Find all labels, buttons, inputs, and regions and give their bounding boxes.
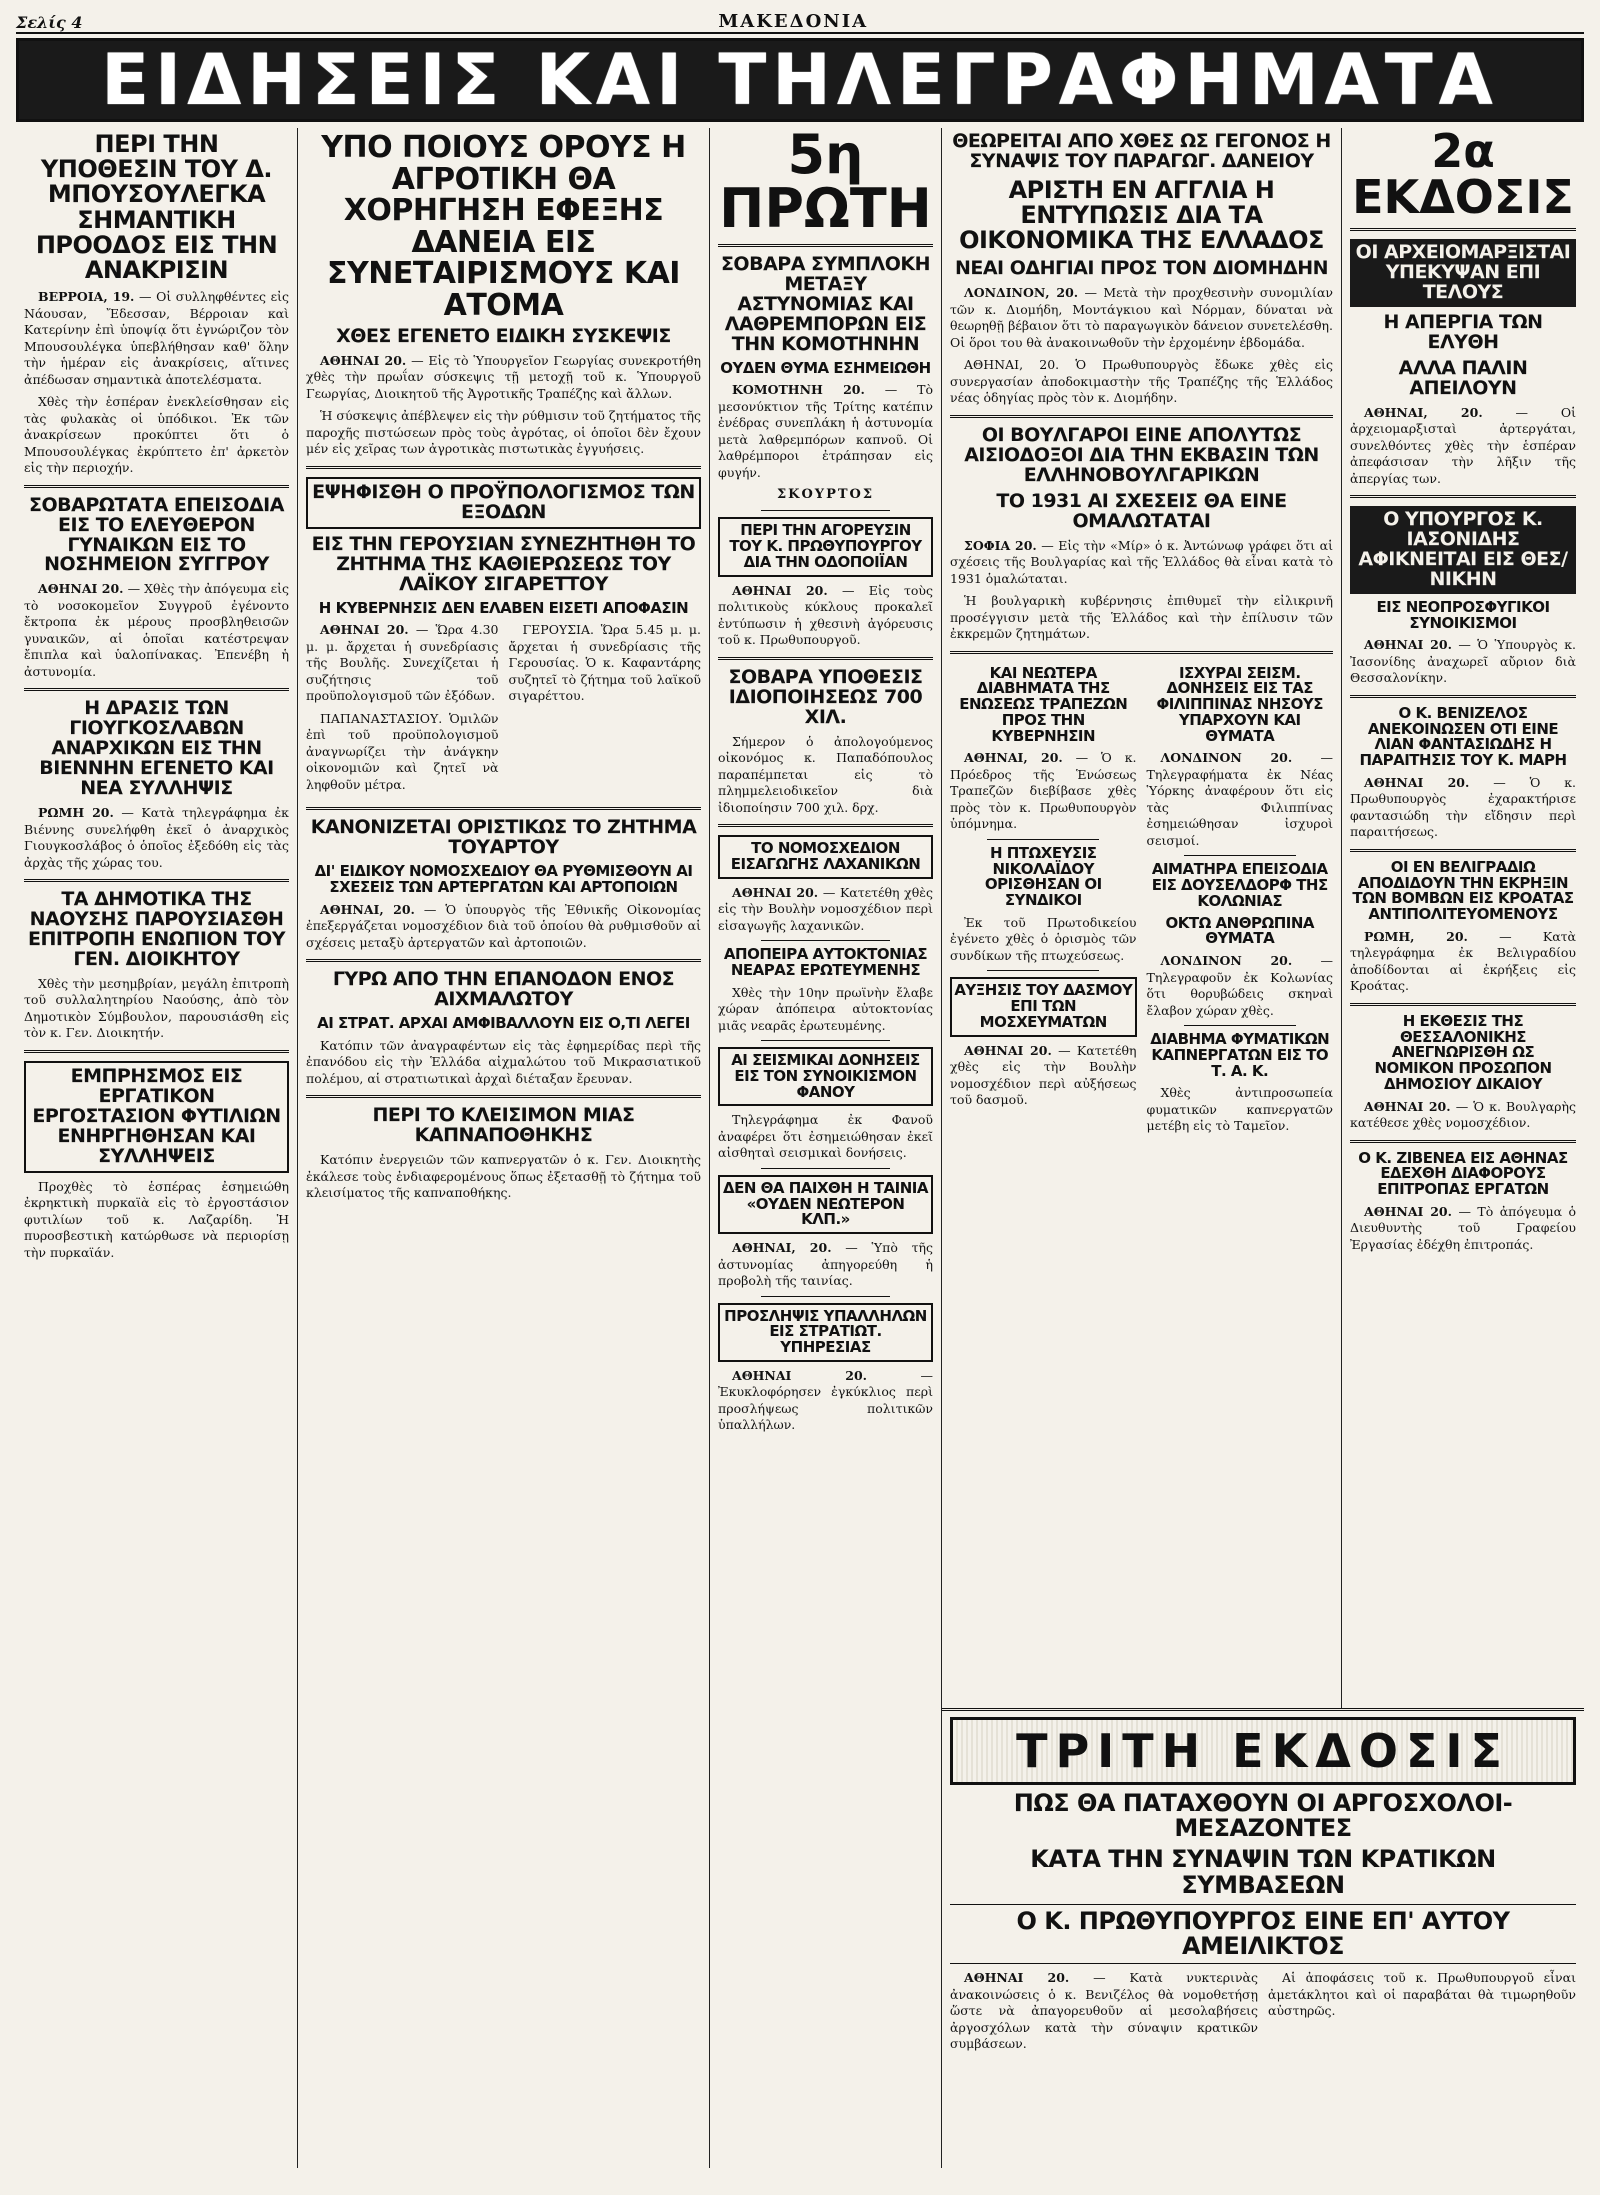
article-text: ΑΘΗΝΑΙ 20. — Χθὲς τὴν ἀπόγευμα εἰς τὸ νοσοκομεῖον Συγγροῦ ἐγένοντο ἔκτροπα ἐκ μέρους προσβληθεισῶν γυναικῶν, αἱ ὁποῖαι κατέστρεψαν ἔπιπλα καὶ ὑαλοπίνακας. Ἐπενέβη ἡ ἀστυνομία. <box>24 581 289 679</box>
article-text: ΑΘΗΝΑΙ, 20. — Ὁ ὑπουργὸς τῆς Ἐθνικῆς Οἰκονομίας ἐπεξεργάζεται νομοσχέδιον διὰ τοῦ ὁποίου θὰ ρυθμισθοῦν αἱ σχέσεις μεταξὺ ἀρτεργατῶν καὶ ἀρτοποιῶν. <box>306 901 701 950</box>
article-text: ΑΘΗΝΑΙ 20. — Ὁ κ. Βουλγαρὴς κατέθεσε χθὲς νομοσχέδιον. <box>1350 1098 1576 1131</box>
article-text: ΡΩΜΗ 20. — Κατὰ τηλεγράφημα ἐκ Βιέννης συνελήφθη ἐκεῖ ὁ ἀναρχικὸς Γιουγκοσλάβος ὁ ὁποῖος ἐξεδόθη εἰς τὰς ἀρχὰς τῆς χώρας του. <box>24 805 289 870</box>
headline: ΓΥΡΩ ΑΠΟ ΤΗΝ ΕΠΑΝΟΔΟΝ ΕΝΟΣ ΑΙΧΜΑΛΩΤΟΥ <box>332 968 675 1011</box>
headline: ΚΑΝΟΝΙΖΕΤΑΙ ΟΡΙΣΤΙΚΩΣ ΤΟ ΖΗΤΗΜΑ ΤΟΥΑΡΤΟΥ <box>310 816 697 859</box>
headline: ΙΣΧΥΡΑΙ ΣΕΙΣΜ. ΔΟΝΗΣΕΙΣ ΕΙΣ ΤΑΣ ΦΙΛΙΠΠΙΝΑΣ ΝΗΣΟΥΣ ΥΠΑΡΧΟΥΝ ΚΑΙ ΘΥΜΑΤΑ <box>1156 663 1324 745</box>
headline: ΤΑ ΔΗΜΟΤΙΚΑ ΤΗΣ ΝΑΟΥΣΗΣ ΠΑΡΟΥΣΙΑΣΘΗ ΕΠΙΤΡΟΠΗ ΕΝΩΠΙΟΝ ΤΟΥ ΓΕΝ. ΔΙΟΙΚΗΤΟΥ <box>28 888 285 970</box>
article-text: Κατόπιν τῶν ἀναγραφέντων εἰς τὰς ἐφημερίδας περὶ τῆς ἐπανόδου εἰς τὴν Ἑλλάδα αἰχμαλώτου τοῦ Μικρασιατικοῦ πολέμου, αἱ στρατιωτικαὶ ἀρχαὶ διέταξαν ἔρευναν. <box>306 1037 701 1086</box>
headline: ΘΕΩΡΕΙΤΑΙ ΑΠΟ ΧΘΕΣ ΩΣ ΓΕΓΟΝΟΣ Η ΣΥΝΑΨΙΣ ΤΟΥ ΠΑΡΑΓΩΓ. ΔΑΝΕΙΟΥ <box>952 130 1331 172</box>
article-text: ΑΘΗΝΑΙ 20. — Εἰς τοὺς πολιτικοὺς κύκλους προκαλεῖ ἐντύπωσιν ἡ χθεσινὴ ἀγόρευσις τοῦ κ. Πρωθυπουργοῦ. <box>718 582 933 648</box>
subheadline: Η ΑΠΕΡΓΙΑ ΤΩΝ ΕΛΥΘΗ <box>1383 310 1543 353</box>
article-text: ΑΘΗΝΑΙ 20. — Ἐκυκλοφόρησεν ἐγκύκλιος περὶ προσλήψεως πολιτικῶν ὑπαλλήλων. <box>718 1367 933 1433</box>
subheadline: Ο Κ. ΠΡΩΘΥΠΟΥΡΓΟΣ ΕΙΝΕ ΕΠ' ΑΥΤΟΥ ΑΜΕΙΛΙΚΤΟΣ <box>950 1904 1576 1964</box>
article-text: Τηλεγράφημα ἐκ Φανοῦ ἀναφέρει ὅτι ἐσημειώθησαν ἐκεῖ αἰσθηταὶ σεισμικαὶ δονήσεις. <box>718 1112 933 1161</box>
headline: ΑΥΞΗΣΙΣ ΤΟΥ ΔΑΣΜΟΥ ΕΠΙ ΤΩΝ ΜΟΣΧΕΥΜΑΤΩΝ <box>950 977 1137 1036</box>
article-text: ΑΘΗΝΑΙ, 20. — Ὑπὸ τῆς ἀστυνομίας ἀπηγορεύθη ἡ προβολὴ τῆς ταινίας. <box>718 1240 933 1288</box>
article-text: Χθὲς τὴν μεσημβρίαν, μεγάλη ἐπιτροπὴ τοῦ συλλαλητηρίου Ναούσης, ἀπὸ τὸν Δημοτικὸν Σύμβουλον, παρουσιάσθη εἰς τὸν κ. Γεν. Διοικητήν. <box>24 975 289 1041</box>
newspaper-page <box>16 10 1584 2175</box>
paper-name: ΜΑΚΕΔΟΝΙΑ <box>718 11 869 32</box>
article-text: ΛΟΝΔΙΝΟΝ 20. — Τηλεγραφοῦν ἐκ Κολωνίας ὅτι θορυβώδεις σκηναὶ ἔλαβον χώραν χθὲς. <box>1146 953 1333 1018</box>
headline: ΟΙ ΑΡΧΕΙΟΜΑΡΞΙΣΤΑΙ ΥΠΕΚΥΨΑΝ ΕΠΙ ΤΕΛΟΥΣ <box>1350 239 1576 307</box>
third-edition <box>942 1708 1584 2059</box>
headline: Ο Κ. ΖΙΒΕΝΕΑ ΕΙΣ ΑΘΗΝΑΣ ΕΔΕΧΘΗ ΔΙΑΦΟΡΟΥΣ ΕΠΙΤΡΟΠΑΣ ΕΡΓΑΤΩΝ <box>1358 1148 1568 1199</box>
headline: ΚΑΤΑ ΤΗΝ ΣΥΝΑΨΙΝ ΤΩΝ ΚΡΑΤΙΚΩΝ ΣΥΜΒΑΣΕΩΝ <box>1030 1845 1496 1899</box>
article-text: ΑΘΗΝΑΙ 20. — Κατετέθη χθὲς εἰς τὴν Βουλὴν νομοσχέδιον περὶ εἰσαγωγῆς λαχανικῶν. <box>718 884 933 933</box>
headline: ΑΙ ΣΕΙΣΜΙΚΑΙ ΔΟΝΗΣΕΙΣ ΕΙΣ ΤΟΝ ΣΥΝΟΙΚΙΣΜΟΝ ΦΑΝΟΥ <box>718 1047 933 1106</box>
headline: ΣΟΒΑΡΑ ΥΠΟΘΕΣΙΣ ΙΔΙΟΠΟΙΗΣΕΩΣ 700 ΧΙΛ. <box>728 665 923 728</box>
headline: Ο Κ. ΒΕΝΙΖΕΛΟΣ ΑΝΕΚΟΙΝΩΣΕΝ ΟΤΙ ΕΙΝΕ ΛΙΑΝ ΦΑΝΤΑΣΙΩΔΗΣ Η ΠΑΡΑΙΤΗΣΙΣ ΤΟΥ Κ. ΜΑΡΗ <box>1359 703 1567 770</box>
article-text: ΑΘΗΝΑΙ 20. — Ὁ Ὑπουργὸς κ. Ἰασονίδης ἀναχωρεῖ αὔριον διὰ Θεσσαλονίκην. <box>1350 637 1576 686</box>
subheadline: ΝΕΑΙ ΟΔΗΓΙΑΙ ΠΡΟΣ ΤΟΝ ΔΙΟΜΗΔΗΝ <box>954 257 1329 280</box>
article-text: Χθὲς ἀντιπροσωπεία φυματικῶν καπνεργατῶν μετέβη εἰς τὸ Ταμεῖον. <box>1146 1085 1333 1134</box>
headline: ΟΙ ΕΝ ΒΕΛΙΓΡΑΔΙΩ ΑΠΟΔΙΔΟΥΝ ΤΗΝ ΕΚΡΗΞΙΝ ΤΩΝ ΒΟΜΒΩΝ ΕΙΣ ΚΡΟΑΤΑΣ ΑΝΤΙΠΟΛΙΤΕΥΟΜΕΝΟΥΣ <box>1352 857 1574 924</box>
article-text: ΑΘΗΝΑΙ, 20. — Οἱ ἀρχειομαρξισταὶ ἀρτεργάται, συνελθόντες χθὲς τὴν ἑσπέραν ἀπεφάσισαν τὴν λῆξιν τῆς ἀπεργίας των. <box>1350 404 1576 486</box>
article-text: ΑΘΗΝΑΙ 20. — Ὁ κ. Πρωθυπουργὸς ἐχαρακτήρισε φαντασιώδη τὴν εἴδησιν περὶ παραιτήσεως. <box>1350 774 1576 840</box>
headline: Η ΔΡΑΣΙΣ ΤΩΝ ΓΙΟΥΓΚΟΣΛΑΒΩΝ ΑΝΑΡΧΙΚΩΝ ΕΙΣ ΤΗΝ ΒΙΕΝΝΗΝ ΕΓΕΝΕΤΟ ΚΑΙ ΝΕΑ ΣΥΛΛΗΨΙΣ <box>39 697 274 800</box>
headline: ΠΡΟΣΛΗΨΙΣ ΥΠΑΛΛΗΛΩΝ ΕΙΣ ΣΤΡΑΤΙΩΤ. ΥΠΗΡΕΣΙΑΣ <box>718 1303 933 1362</box>
column-2 <box>298 128 710 2168</box>
subheadline: Η ΚΥΒΕΡΝΗΣΙΣ ΔΕΝ ΕΛΑΒΕΝ ΕΙΣΕΤΙ ΑΠΟΦΑΣΙΝ <box>318 598 689 617</box>
column-5 <box>1342 128 1584 1708</box>
headline: Ο ΥΠΟΥΡΓΟΣ Κ. ΙΑΣΟΝΙΔΗΣ ΑΦΙΚΝΕΙΤΑΙ ΕΙΣ ΘΕΣ/ΝΙΚΗΝ <box>1350 506 1576 594</box>
column-1 <box>16 128 298 2168</box>
article-text: ΛΟΝΔΙΝΟΝ 20. — Τηλεγραφήματα ἐκ Νέας Ὑόρκης ἀναφέρουν ὅτι εἰς τὰς Φιλιππίνας ἐσημειώθησαν ἰσχυροὶ σεισμοί. <box>1146 750 1333 848</box>
article-text: ΑΘΗΝΑΙ, 20. — Ὁ κ. Πρόεδρος τῆς Ἑνώσεως Τραπεζῶν διεβίβασε χθὲς πρὸς τὸν κ. Πρωθυπουργὸν ὑπόμνημα. <box>950 750 1137 832</box>
subheadline: ΔΙ' ΕΙΔΙΚΟΥ ΝΟΜΟΣΧΕΔΙΟΥ ΘΑ ΡΥΘΜΙΣΘΟΥΝ ΑΙ ΣΧΕΣΕΙΣ ΤΩΝ ΑΡΤΕΡΓΑΤΩΝ ΚΑΙ ΑΡΤΟΠΟΙΩΝ <box>314 862 693 896</box>
subheadline: ΑΙ ΣΤΡΑΤ. ΑΡΧΑΙ ΑΜΦΙΒΑΛΛΟΥΝ ΕΙΣ Ο,ΤΙ ΛΕΓΕΙ <box>317 1014 690 1033</box>
subheadline: ΟΥΔΕΝ ΘΥΜΑ ΕΣΗΜΕΙΩΘΗ <box>720 358 931 377</box>
article-text: ΚΟΜΟΤΗΝΗ 20. — Τὸ μεσονύκτιον τῆς Τρίτης κατέπιν ἐνέδρας συνεπλάκη ἡ ἀστυνομία μετὰ λαθρεμπόρων καπνοῦ. Οἱ λαθρέμποροι ἐτράπησαν εἰς φυγήν. <box>718 382 933 480</box>
subheadline: ΑΡΙΣΤΗ ΕΝ ΑΓΓΛΙΑ Η ΕΝΤΥΠΩΣΙΣ ΔΙΑ ΤΑ ΟΙΚΟΝΟΜΙΚΑ ΤΗΣ ΕΛΛΑΔΟΣ <box>959 175 1324 255</box>
subheadline: ΕΙΣ ΝΕΟΠΡΟΣΦΥΓΙΚΟΙ ΣΥΝΟΙΚΙΣΜΟΙ <box>1376 597 1550 632</box>
headline: ΔΙΑΒΗΜΑ ΦΥΜΑΤΙΚΩΝ ΚΑΠΝΕΡΓΑΤΩΝ ΕΙΣ ΤΟ Τ. Α. Κ. <box>1150 1030 1330 1080</box>
headline: ΣΟΒΑΡΩΤΑΤΑ ΕΠΕΙΣΟΔΙΑ ΕΙΣ ΤΟ ΕΛΕΥΘΕΡΟΝ ΓΥΝΑΙΚΩΝ ΕΙΣ ΤΟ ΝΟΣΗΜΕΙΟΝ ΣΥΓΓΡΟΥ <box>29 493 284 576</box>
subheadline: ΑΛΛΑ ΠΑΛΙΝ ΑΠΕΙΛΟΥΝ <box>1398 356 1528 399</box>
headline: ΣΟΒΑΡΑ ΣΥΜΠΛΟΚΗ ΜΕΤΑΞΥ ΑΣΤΥΝΟΜΙΑΣ ΚΑΙ ΛΑΘΡΕΜΠΟΡΩΝ ΕΙΣ ΤΗΝ ΚΟΜΟΤΗΝΗΝ <box>720 253 931 355</box>
article-text: Ἐκ τοῦ Πρωτοδικείου ἐγένετο χθὲς ὁ ὁρισμὸς τῶν συνδίκων τῆς πτωχεύσεως. <box>950 914 1137 963</box>
headline: ΠΕΡΙ ΤΗΝ ΥΠΟΘΕΣΙΝ ΤΟΥ Δ. ΜΠΟΥΣΟΥΛΕΓΚΑ ΣΗΜΑΝΤΙΚΗ ΠΡΟΟΔΟΣ ΕΙΣ ΤΗΝ ΑΝΑΚΡΙΣΙΝ <box>35 130 278 284</box>
article-text: ΑΘΗΝΑΙ, 20. Ὁ Πρωθυπουργὸς ἔδωκε χθὲς εἰς συνεργασίαν ἀποδοκιμαστὴν τῆς Τραπέζης τῆς Ἑλλάδος νέας ὁδηγίας πρὸς τὸν κ. Διομήδην. <box>950 357 1333 406</box>
article-text: ΑΘΗΝΑΙ 20. — Ὥρα 4.30 μ. μ. ἄρχεται ἡ συνεδρίασις τῆς Βουλῆς. Συνεχίζεται ἡ συζήτησις τοῦ προϋπολογισμοῦ τῶν ἐξόδων. <box>306 622 499 704</box>
article-text: Χθὲς τὴν 10ην πρωϊνὴν ἔλαβε χώραν ἀπόπειρα αὐτοκτονίας μιᾶς νεαρᾶς ἐρωτευμένης. <box>718 984 933 1033</box>
headline: ΟΙ ΒΟΥΛΓΑΡΟΙ ΕΙΝΕ ΑΠΟΛΥΤΩΣ ΑΙΣΙΟΔΟΞΟΙ ΔΙΑ ΤΗΝ ΕΚΒΑΣΙΝ ΤΩΝ ΕΛΛΗΝΟΒΟΥΛΓΑΡΙΚΩΝ <box>964 423 1319 486</box>
edition-banner: 2α ΕΚΔΟΣΙΣ <box>1352 128 1574 224</box>
article-text: Προχθὲς τὸ ἑσπέρας ἐσημειώθη ἐκρηκτικὴ πυρκαϊὰ εἰς τὸ ἐργοστάσιον φυτιλίων τοῦ κ. Λαζαρίδη. Ἡ πυροσβεστικὴ κατώρθωσε νὰ περιορίσῃ τὴν πυρκαϊάν. <box>24 1178 289 1260</box>
top-line <box>16 10 1584 34</box>
article-text: ΡΩΜΗ, 20. — Κατὰ τηλεγράφημα ἐκ Βελιγραδίου ἀποδίδονται αἱ ἐκρήξεις εἰς Κροάτας. <box>1350 928 1576 994</box>
article-text: ΑΘΗΝΑΙ 20. — Τὸ ἀπόγευμα ὁ Διευθυντὴς τοῦ Γραφείου Ἐργασίας ἐδέχθη ἐπιτροπάς. <box>1350 1203 1577 1252</box>
article-text: ΑΘΗΝΑΙ 20. — Κατὰ νυκτερινὰς ἀνακοινώσεις ὁ κ. Βενιζέλος θὰ νομοθετήσῃ ὥστε νὰ ἀπαγορευθοῦν αἱ μεσολαβήσεις ἀργοσχόλων κατὰ τὴν σύναψιν κρατικῶν συμβάσεων. <box>950 1970 1259 2052</box>
article-text: Σήμερον ὁ ἀπολογούμενος οἰκονόμος κ. Παπαδόπουλος παραπέμπεται εἰς τὸ πλημμελειοδικεῖον διὰ ἰδιοποίησιν 700 χιλ. δρχ. <box>718 733 933 815</box>
article-text: Αἱ ἀποφάσεις τοῦ κ. Πρωθυπουργοῦ εἶναι ἀμετάκλητοι καὶ οἱ παραβάται θὰ τιμωρηθοῦν αὐστηρῶς. <box>1268 1970 1576 2019</box>
article-text: ΛΟΝΔΙΝΟΝ, 20. — Μετὰ τὴν προχθεσινὴν συνομιλίαν τῶν κ. Διομήδη, Μοντάγκιου καὶ Νόρμαν, δύναται νὰ θεωρηθῇ βέβαιον ὅτι τὸ παραγωγικὸν δάνειον συνετελέσθη. Οἱ ὅροι του θὰ ἀνακοινωθοῦν τὴν ἐρχομένην ἑβδομάδα. <box>950 285 1333 350</box>
headline: Η ΕΚΘΕΣΙΣ ΤΗΣ ΘΕΣΣΑΛΟΝΙΚΗΣ ΑΝΕΓΝΩΡΙΣΘΗ ΩΣ ΝΟΜΙΚΟΝ ΠΡΟΣΩΠΟΝ ΔΗΜΟΣΙΟΥ ΔΙΚΑΙΟΥ <box>1374 1011 1552 1093</box>
article-text: Χθὲς τὴν ἑσπέραν ἐνεκλείσθησαν εἰς τὰς φυλακὰς οἱ ὑπόδικοι. Ἐκ τῶν ἀνακρίσεων προκύπτει ὅτι ὁ Μπουσουλέγκας ἐκρύπτετο ἐπ' ἀρκετὸν εἰς τὴν περιοχήν. <box>24 394 289 476</box>
subheadline: ΧΘΕΣ ΕΓΕΝΕΤΟ ΕΙΔΙΚΗ ΣΥΣΚΕΨΙΣ <box>336 325 671 347</box>
column-3 <box>710 128 942 2168</box>
edition-banner: ΤΡΙΤΗ ΕΚΔΟΣΙΣ <box>950 1717 1576 1785</box>
edition-banner: 5η ΠΡΩΤΗ <box>719 128 932 240</box>
subheadline: ΟΚΤΩ ΑΝΘΡΩΠΙΝΑ ΘΥΜΑΤΑ <box>1165 913 1315 948</box>
article-text: Ἡ βουλγαρικὴ κυβέρνησις ἐπιθυμεῖ τὴν εἰλικρινῆ προσέγγισιν μετὰ τῆς Ἑλλάδος καὶ τὴν ἐπίλυσιν τῶν ἐκκρεμῶν ζητημάτων. <box>950 593 1333 642</box>
article-text: Κατόπιν ἐνεργειῶν τῶν καπνεργατῶν ὁ κ. Γεν. Διοικητὴς ἐκάλεσε τοὺς ἐνδιαφερομένους ὅπως ἐξετασθῇ τὸ ζήτημα τοῦ κλεισίματος τῆς καπναποθήκης. <box>306 1152 701 1201</box>
subheadline: ΕΙΣ ΤΗΝ ΓΕΡΟΥΣΙΑΝ ΣΥΝΕΖΗΤΗΘΗ ΤΟ ΖΗΤΗΜΑ ΤΗΣ ΚΑΘΙΕΡΩΣΕΩΣ ΤΟΥ ΛΑΪΚΟΥ ΣΙΓΑΡΕΤΤΟΥ <box>311 532 696 595</box>
headline: ΠΕΡΙ ΤΟ ΚΛΕΙΣΙΜΟΝ ΜΙΑΣ ΚΑΠΝΑΠΟΘΗΚΗΣ <box>372 1104 635 1147</box>
headline: Η ΠΤΩΧΕΥΣΙΣ ΝΙΚΟΛΑΪΔΟΥ ΟΡΙΣΘΗΣΑΝ ΟΙ ΣΥΝΔΙΚΟΙ <box>984 843 1102 910</box>
article-text: Ἡ σύσκεψις ἀπέβλεψεν εἰς τὴν ρύθμισιν τοῦ ζητήματος τῆς παροχῆς πιστώσεων πρὸς τοὺς ἀγρότας, οἱ ὁποῖοι δὲν ἔχουν μέν εἰς χεῖρας των ἀγροτικὰς πιστωτικὰς ἐγγυήσεις. <box>306 408 701 457</box>
headline: ΑΙΜΑΤΗΡΑ ΕΠΕΙΣΟΔΙΑ ΕΙΣ ΔΟΥΣΕΛΔΟΡΦ ΤΗΣ ΚΟΛΩΝΙΑΣ <box>1151 860 1328 910</box>
headline: ΠΩΣ ΘΑ ΠΑΤΑΧΘΟΥΝ ΟΙ ΑΡΓΟΣΧΟΛΟΙ-ΜΕΣΑΖΟΝΤΕΣ <box>1013 1789 1513 1843</box>
headline: ΕΜΠΡΗΣΜΟΣ ΕΙΣ ΕΡΓΑΤΙΚΟΝ ΕΡΓΟΣΤΑΣΙΟΝ ΦΥΤΙΛΙΩΝ ΕΝΗΡΓΗΘΗΣΑΝ ΚΑΙ ΣΥΛΛΗΨΕΙΣ <box>24 1061 289 1173</box>
article-text: ΠΑΠΑΝΑΣΤΑΣΙΟΥ. Ὁμιλῶν ἐπὶ τοῦ προϋπολογισμοῦ ἀναγνωρίζει τὴν ἀνάγκην οἰκονομιῶν καὶ ζητεῖ νὰ ληφθοῦν μέτρα. <box>306 710 499 792</box>
article-text: ΑΘΗΝΑΙ 20. — Εἰς τὸ Ὑπουργεῖον Γεωργίας συνεκροτήθη χθὲς τὴν πρωΐαν σύσκεψις τῇ μετοχῇ τοῦ κ. Ὑπουργοῦ Γεωργίας, Διοικητοῦ τῆς Ἀγροτικῆς Τραπέζης καὶ ἄλλων. <box>306 352 702 401</box>
headline: ΥΠΟ ΠΟΙΟΥΣ ΟΡΟΥΣ Η ΑΓΡΟΤΙΚΗ ΘΑ ΧΟΡΗΓΗΣΗ ΕΦΕΞΗΣ ΔΑΝΕΙΑ ΕΙΣ ΣΥΝΕΤΑΙΡΙΣΜΟΥΣ ΚΑΙ ΑΤΟΜΑ <box>321 130 686 323</box>
headline: ΕΨΗΦΙΣΘΗ Ο ΠΡΟΫΠΟΛΟΓΙΣΜΟΣ ΤΩΝ ΕΞΟΔΩΝ <box>306 477 701 529</box>
column-4 <box>942 128 1342 1708</box>
article-text: ΒΕΡΡΟΙΑ, 19. — Οἱ συλληφθέντες εἰς Νάουσαν, Ἔδεσσαν, Βέρροιαν καὶ Κατερίνην ἐπὶ ὑποψίᾳ ὅτι ἐγνώριζον τὸν Μπουσουλέγκα ὑπεβλήθησαν καθ' ὅλην τὴν ἡμέραν εἰς ἀνακρίσεις, αἵτινες ἀπέδωσαν σημαντικὰ ἀποτελέσματα. <box>24 289 289 387</box>
headline: ΑΠΟΠΕΙΡΑ ΑΥΤΟΚΤΟΝΙΑΣ ΝΕΑΡΑΣ ΕΡΩΤΕΥΜΕΝΗΣ <box>723 945 928 979</box>
columns <box>16 128 1584 2168</box>
article-text: ΓΕΡΟΥΣΙΑ. Ὥρα 5.45 μ. μ. ἄρχεται ἡ συνεδρίασις τῆς Γερουσίας. Ὁ κ. Καφαντάρης συζητεῖ τὸ ζήτημα τοῦ λαϊκοῦ σιγαρέττου. <box>508 622 701 704</box>
headline: ΤΟ ΝΟΜΟΣΧΕΔΙΟΝ ΕΙΣΑΓΩΓΗΣ ΛΑΧΑΝΙΚΩΝ <box>718 835 933 879</box>
article-text: ΑΘΗΝΑΙ 20. — Κατετέθη χθὲς εἰς τὴν Βουλὴν νομοσχέδιον περὶ αὐξήσεως τοῦ δασμοῦ. <box>950 1042 1137 1108</box>
article-text: ΣΟΦΙΑ 20. — Εἰς τὴν «Μίρ» ὁ κ. Ἀντώνωφ γράφει ὅτι αἱ σχέσεις τῆς Βουλγαρίας καὶ τῆς Ἑλλάδος θὰ εἶναι κατὰ τὸ 1931 ὁμαλώταται. <box>950 537 1333 586</box>
headline: ΔΕΝ ΘΑ ΠΑΙΧΘΗ Η ΤΑΙΝΙΑ «ΟΥΔΕΝ ΝΕΩΤΕΡΟΝ ΚΛΠ.» <box>718 1175 933 1234</box>
signature: ΣΚΟΥΡΤΟΣ <box>776 487 875 503</box>
headline: ΠΕΡΙ ΤΗΝ ΑΓΟΡΕΥΣΙΝ ΤΟΥ Κ. ΠΡΩΘΥΠΟΥΡΓΟΥ ΔΙΑ ΤΗΝ ΟΔΟΠΟΙΪΑΝ <box>718 517 933 576</box>
headline: ΚΑΙ ΝΕΩΤΕΡΑ ΔΙΑΒΗΜΑΤΑ ΤΗΣ ΕΝΩΣΕΩΣ ΤΡΑΠΕΖΩΝ ΠΡΟΣ ΤΗΝ ΚΥΒΕΡΝΗΣΙΝ <box>959 663 1128 745</box>
masthead: ΕΙΔΗΣΕΙΣ ΚΑΙ ΤΗΛΕΓΡΑΦΗΜΑΤΑ <box>16 38 1584 122</box>
page-number: Σελίς 4 <box>16 13 83 32</box>
subheadline: ΤΟ 1931 ΑΙ ΣΧΕΣΕΙΣ ΘΑ ΕΙΝΕ ΟΜΑΛΩΤΑΤΑΙ <box>996 489 1287 532</box>
